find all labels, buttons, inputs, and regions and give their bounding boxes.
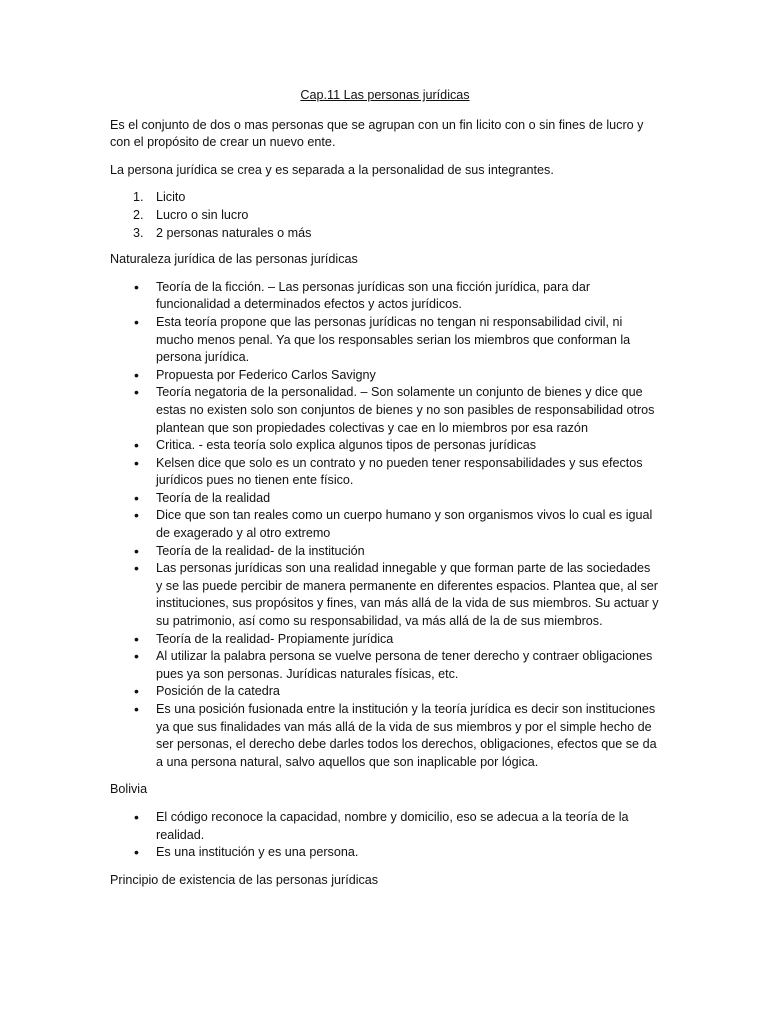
list-item-text: 2 personas naturales o más [156,225,312,240]
list-item [133,225,660,243]
bullet-item: • Las personas jurídicas son una realidad innegable y que forman parte de las sociedades y se las puede percibir de manera permanente en diferentes espacios. Plantea que, al ser instituciones, sus propósitos y fines, van más allá de la vida de sus miembros. Su actuar y su patrimonio, así como su responsabilidad, va más allá de la de sus miembros. [156,560,660,630]
list-number: 3. [133,225,144,240]
bullet-item: • Teoría de la realidad [156,490,660,508]
section-heading-bolivia: Bolivia [110,782,148,797]
bullet-item: • Critica. - esta teoría solo explica algunos tipos de personas jurídicas [156,437,660,455]
bullet-item: • Teoría negatoria de la personalidad. – Son solamente un conjunto de bienes y dice que estas no existen solo son conjuntos de bienes y no son pasibles de responsabilidad otros plantean que son propiedades colectivas y cae en lo miembros por esa razón [156,384,660,437]
bullet-list-bolivia [110,809,660,862]
list-number: 2. [133,207,144,222]
bullet-item: • Esta teoría propone que las personas jurídicas no tengan ni responsabilidad civil, ni mucho menos penal. Ya que los responsables serian los miembros que conforman la persona jurídica. [156,314,660,367]
bullet-item: • Kelsen dice que solo es un contrato y no pueden tener responsabilidades y sus efectos jurídicos pues no tienen ente físico. [156,455,660,490]
intro-paragraph-2: La persona jurídica se crea y es separada a la personalidad de sus integrantes. [110,162,554,177]
list-item [133,207,660,225]
section-heading-naturaleza: Naturaleza jurídica de las personas jurídicas [110,252,358,267]
bullet-item: • Dice que son tan reales como un cuerpo humano y son organismos vivos lo cual es igual de exagerado y al otro extremo [156,507,660,542]
bullet-item: • Posición de la catedra [156,683,660,701]
bullet-list-naturaleza [110,279,660,772]
bullet-item: • Teoría de la realidad- de la institución [156,543,660,561]
numbered-list [110,189,660,242]
bullet-item: • Es una institución y es una persona. [156,844,660,862]
bullet-item: • Teoría de la ficción. – Las personas jurídicas son una ficción jurídica, para dar funcionalidad a determinados efectos y actos jurídicos. [156,279,660,314]
bullet-item: • Teoría de la realidad- Propiamente jurídica [156,631,660,649]
bullet-item: • Es una posición fusionada entre la institución y la teoría jurídica es decir son instituciones ya que sus finalidades van más allá de la vida de sus miembros y por el simple hecho de ser personas, el derecho debe darles todos los derechos, obligaciones, efectos que se da a una persona natural, salvo aquellos que son inaplicable por lógica. [156,701,660,771]
bullet-item: • Al utilizar la palabra persona se vuelve persona de tener derecho y contraer obligaciones pues ya son personas. Jurídicas naturales físicas, etc. [156,648,660,683]
list-number: 1. [133,190,144,205]
bullet-item: • Propuesta por Federico Carlos Savigny [156,367,660,385]
bullet-item: • El código reconoce la capacidad, nombre y domicilio, eso se adecua a la teoría de la realidad. [156,809,660,844]
list-item-text: Lucro o sin lucro [156,207,249,222]
document-body [110,87,660,899]
section-heading-principio: Principio de existencia de las personas jurídicas [110,872,379,887]
list-item [133,189,660,207]
page-title: Cap.11 Las personas jurídicas [300,88,470,102]
list-item-text: Licito [156,190,186,205]
intro-paragraph-1: Es el conjunto de dos o mas personas que se agrupan con un fin licito con o sin fines de lucro y con el propósito de crear un nuevo ente. [110,117,644,150]
